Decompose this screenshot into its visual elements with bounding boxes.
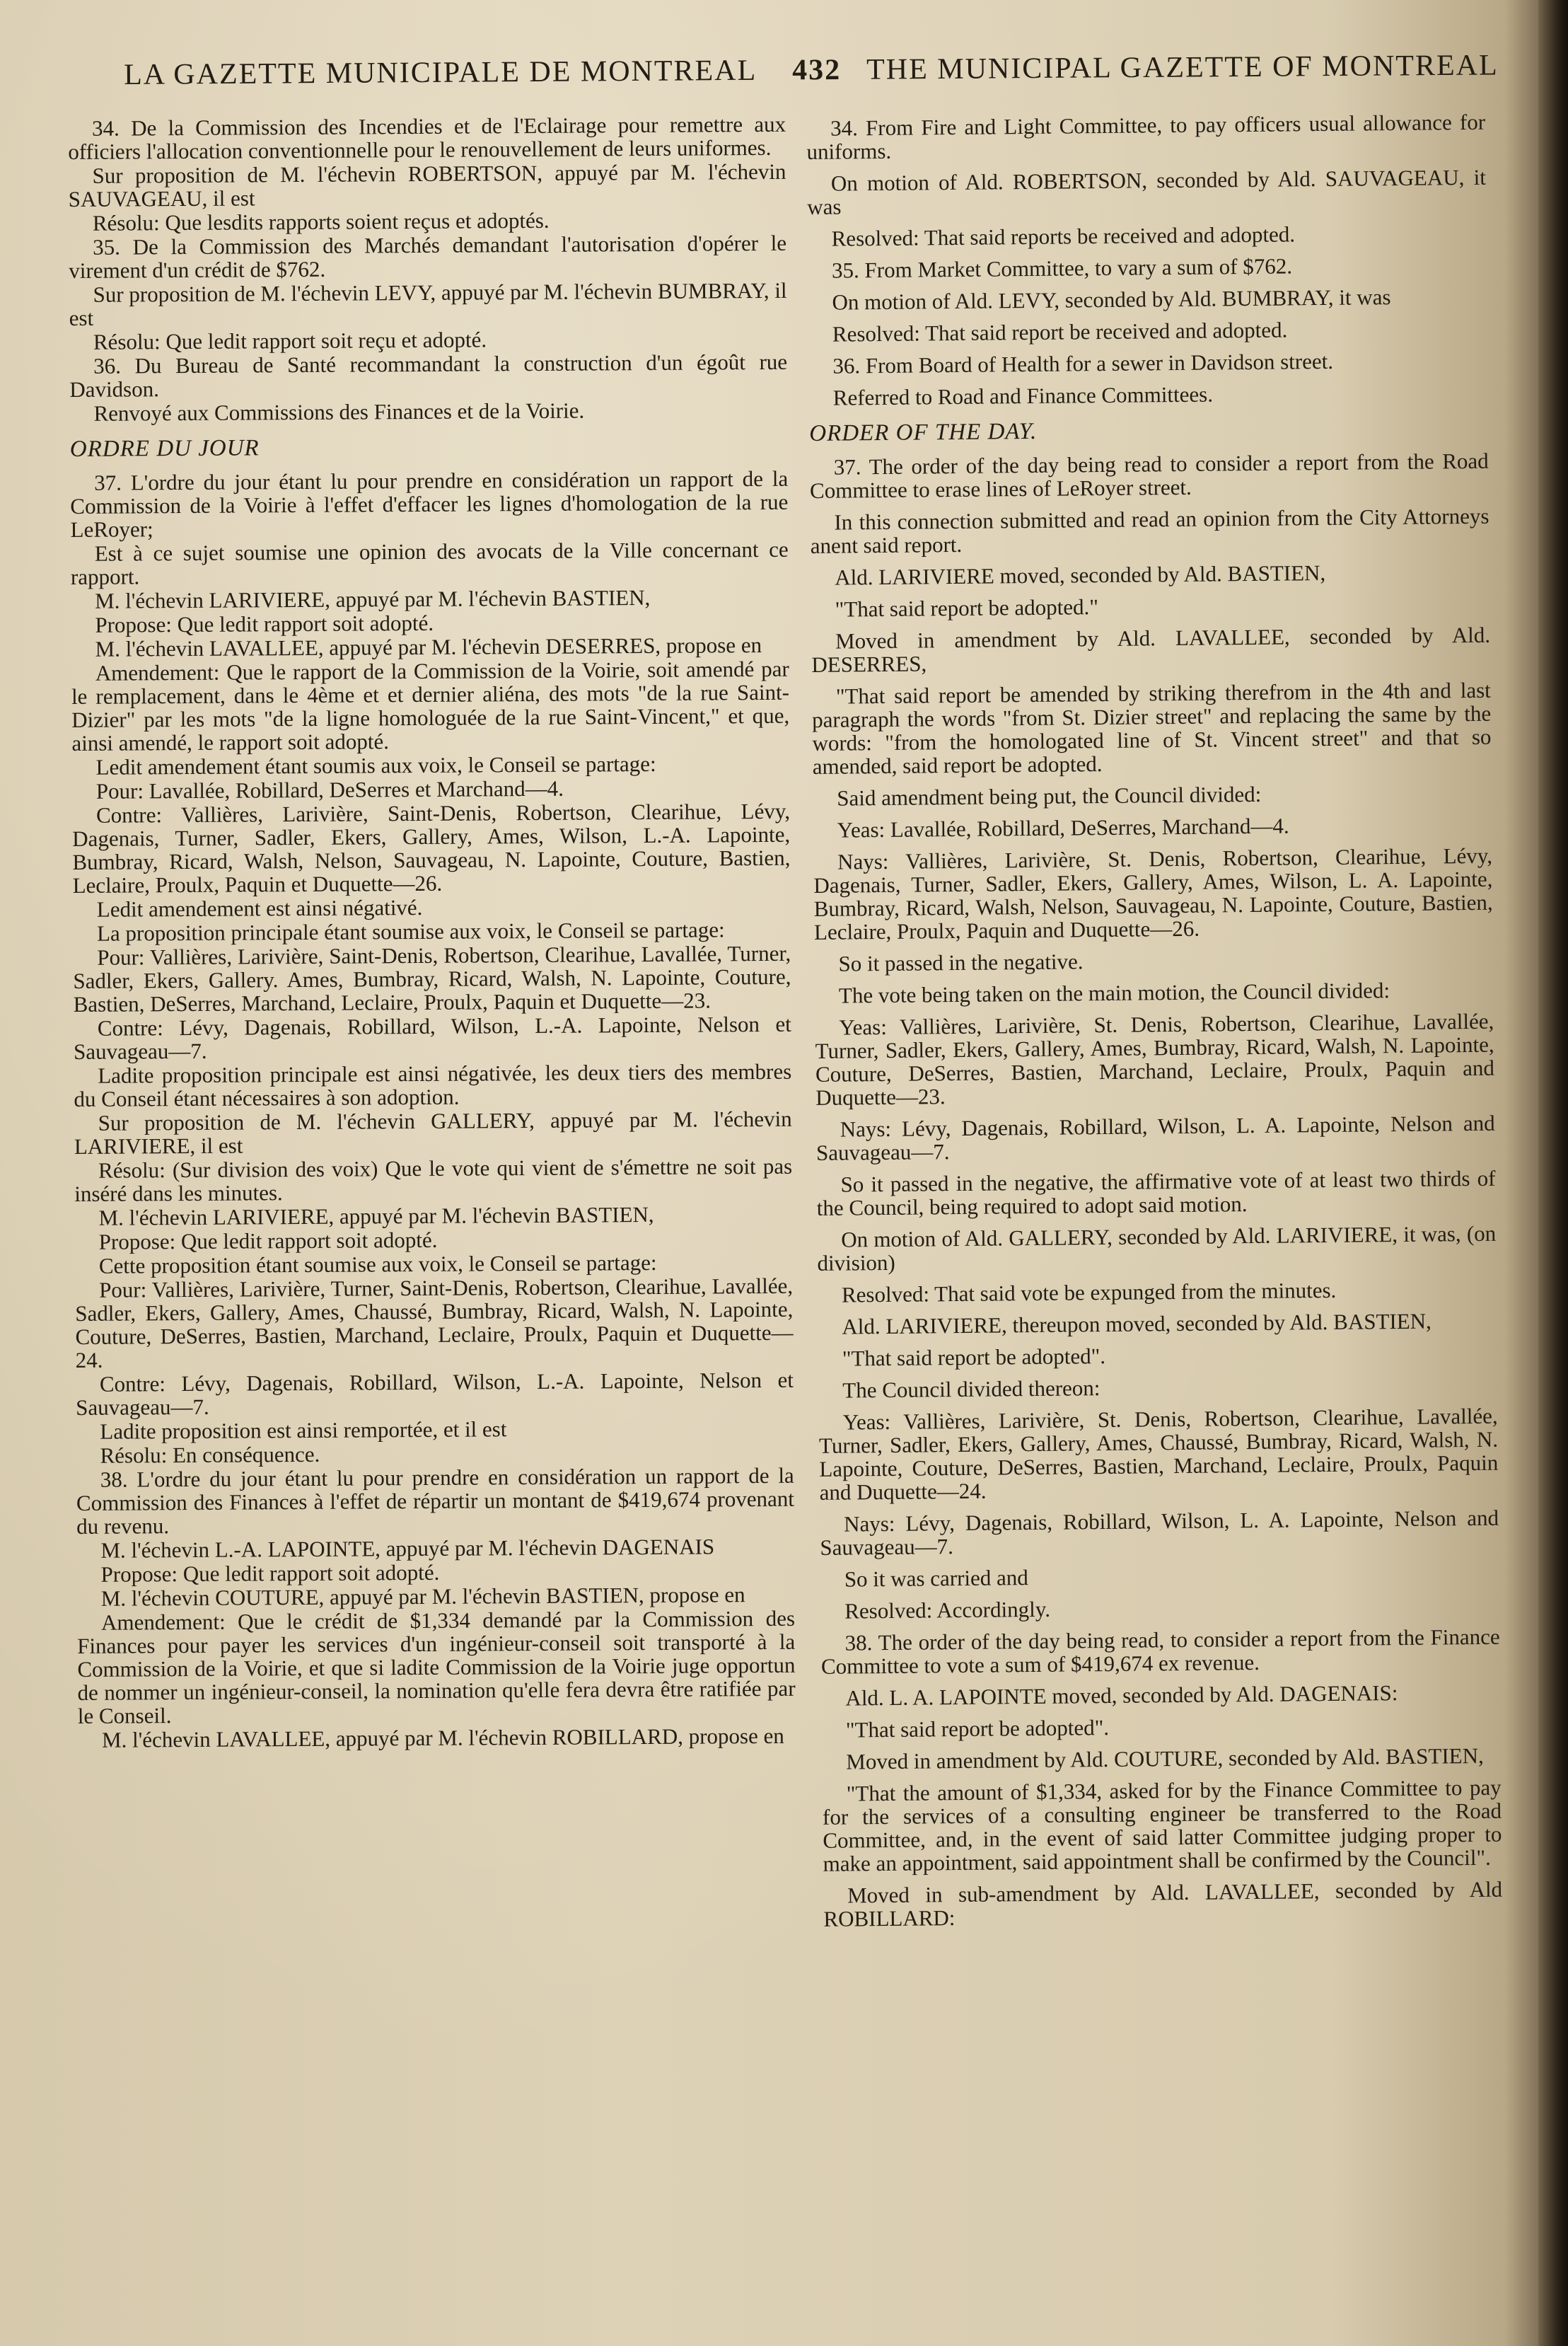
paragraph: In this connection submitted and read an opinion from the City Attorneys anent said report. <box>810 503 1489 558</box>
paragraph: Nays: Lévy, Dagenais, Robillard, Wilson, L. A. Lapointe, Nelson and Sauvageau—7. <box>820 1505 1499 1560</box>
paragraph: Moved in sub-amendment by Ald. LAVALLEE, seconded by Ald ROBILLARD: <box>823 1876 1503 1931</box>
paragraph: Yeas: Vallières, Larivière, St. Denis, Robertson, Clearihue, Lavallée, Turner, Sadler, Ekers, Gallery, Ames, Bumbray, Ricard, Walsh, N. Lapointe, Couture, DeSerres, Bastien, Marchand, Leclaire, Proulx, Paquin and Duquette—23. <box>815 1008 1495 1110</box>
paragraph: M. l'échevin COUTURE, appuyé par M. l'échevin BASTIEN, propose en <box>100 1582 745 1611</box>
paragraph: Résolu: En conséquence. <box>100 1441 320 1468</box>
english-column <box>806 110 1503 1939</box>
paragraph: 36. Du Bureau de Santé recommandant la construction d'un égoût rue Davidson. <box>69 349 788 402</box>
paragraph: M. l'échevin LAVALLEE, appuyé par M. l'échevin ROBILLARD, propose en <box>101 1723 784 1752</box>
page-header <box>124 49 1499 108</box>
paragraph: Nays: Lévy, Dagenais, Robillard, Wilson, L. A. Lapointe, Nelson and Sauvageau—7. <box>815 1110 1495 1165</box>
paragraph: Propose: Que ledit rapport soit adopté. <box>100 1559 440 1587</box>
paragraph: 36. From Board of Health for a sewer in Davidson street. <box>832 348 1334 379</box>
paragraph: Ladite proposition principale est ainsi négativée, les deux tiers des membres du Conseil étant nécessaires à son adoption. <box>74 1058 792 1111</box>
paragraph: Propose: Que ledit rapport soit adopté. <box>95 610 434 637</box>
french-column <box>68 112 796 1752</box>
paragraph: Résolu: (Sur division des voix) Que le vote qui vient de s'émettre ne soit pas inséré dans les minutes. <box>74 1153 793 1206</box>
paragraph: 38. L'ordre du jour étant lu pour prendre en considération un rapport de la Commission des Finances à l'effet de répartir un montant de $419,674 provenant du revenu. <box>76 1462 795 1539</box>
paragraph: "That the amount of $1,334, asked for by the Finance Committee to pay for the services of a consulting engineer be transferred to the Road Committee, and, in the event of said latter Committee judging proper to make an appointment, said appointment shall be confirmed by the Council". <box>822 1774 1502 1876</box>
paragraph: On motion of Ald. GALLERY, seconded by Ald. LARIVIERE, it was, (on division) <box>817 1220 1497 1276</box>
paragraph: Cette proposition étant soumise aux voix, le Conseil se partage: <box>98 1249 657 1278</box>
paragraph: M. l'échevin LARIVIERE, appuyé par M. l'échevin BASTIEN, <box>95 584 651 613</box>
paragraph: "That said report be amended by striking therefrom in the 4th and last paragraph the words "from St. Dizier street" and replacing the same by the words: "from the homologated line of St. Vincent street" and that so amended, said report be adopted. <box>812 677 1492 779</box>
paragraph: Yeas: Vallières, Larivière, St. Denis, Robertson, Clearihue, Lavallée, Turner, Sadler, Ekers, Gallery, Ames, Chaussé, Bumbray, Ricard, Walsh, N. Lapointe, Couture, DeSerres, Bastien, Marchand, Leclaire, Proulx, Paquin and Duquette—24. <box>818 1403 1499 1505</box>
paragraph: So it was carried and <box>844 1565 1028 1592</box>
paragraph: On motion of Ald. ROBERTSON, seconded by Ald. SAUVAGEAU, it was <box>807 164 1487 219</box>
paragraph: The Council divided thereon: <box>842 1375 1100 1403</box>
paragraph: 38. The order of the day being read, to consider a report from the Finance Committee to vote a sum of $419,674 ex revenue. <box>820 1624 1500 1679</box>
paragraph: Ald. LARIVIERE moved, seconded by Ald. BASTIEN, <box>835 560 1326 590</box>
paragraph: Propose: Que ledit rapport soit adopté. <box>98 1227 438 1254</box>
paragraph: Résolu: Que lesdits rapports soient reçus et adoptés. <box>92 207 550 236</box>
paragraph: Sur proposition de M. l'échevin ROBERTSON, appuyé par M. l'échevin SAUVAGEAU, il est <box>68 158 786 212</box>
paragraph: 35. From Market Committee, to vary a sum of $762. <box>831 253 1293 283</box>
paragraph: M. l'échevin L.-A. LAPOINTE, appuyé par M. l'échevin DAGENAIS <box>100 1534 715 1563</box>
paragraph: Yeas: Lavallée, Robillard, DeSerres, Marchand—4. <box>837 813 1289 843</box>
paragraph: M. l'échevin LARIVIERE, appuyé par M. l'échevin BASTIEN, <box>98 1201 654 1230</box>
paragraph: "That said report be adopted". <box>842 1344 1106 1371</box>
paragraph: 37. The order of the day being read to consider a report from the Road Committee to erase lines of LeRoyer street. <box>809 448 1489 503</box>
paragraph: Est à ce sujet soumise une opinion des avocats de la Ville concernant ce rapport. <box>70 536 789 589</box>
paragraph: Ledit amendement étant soumis aux voix, le Conseil se partage: <box>95 751 656 780</box>
paragraph: Moved in amendment by Ald. LAVALLEE, seconded by Ald. DESERRES, <box>811 622 1491 677</box>
header-english-title: THE MUNICIPAL GAZETTE OF MONTREAL <box>866 49 1499 86</box>
paragraph: Contre: Lévy, Dagenais, Robillard, Wilson, L.-A. Lapointe, Nelson et Sauvageau—7. <box>76 1367 794 1420</box>
paragraph: Renvoyé aux Commissions des Finances et de la Voirie. <box>93 398 585 426</box>
paragraph: Nays: Vallières, Larivière, St. Denis, Robertson, Clearihue, Lévy, Dagenais, Turner, Sadler, Ekers, Gallery, Ames, Wilson, L. A. Lapointe, Bumbray, Ricard, Walsh, Nelson, Sauvageau, N. Lapointe, Couture, Bastien, Leclaire, Proulx, Paquin and Duquette—26. <box>813 843 1493 944</box>
paragraph: Referred to Road and Finance Committees. <box>832 381 1214 410</box>
paragraph: Amendement: Que le crédit de $1,334 demandé par la Commission des Finances pour payer les services d'un ingénieur-conseil soit transporté à la Commission de la Voirie, et que si ladite Commission de la Voirie juge opportun de nommer un ingénieur-conseil, la nomination qu'elle fera devra être ratifiée par le Conseil. <box>77 1605 796 1728</box>
paragraph: Ledit amendement est ainsi négativé. <box>96 894 423 922</box>
paragraph: Ald. LARIVIERE, thereupon moved, seconded by Ald. BASTIEN, <box>842 1308 1431 1339</box>
paragraph: Contre: Lévy, Dagenais, Robillard, Wilson, L.-A. Lapointe, Nelson et Sauvageau—7. <box>73 1011 791 1064</box>
page-number: 432 <box>791 53 842 87</box>
paragraph: Contre: Vallières, Larivière, Saint-Denis, Robertson, Clearihue, Lévy, Dagenais, Turner, Sadler, Ekers, Gallery, Ames, Wilson, L.-A. Lapointe, Bumbray, Ricard, Walsh, Nelson, Sauvageau, N. Lapointe, Couture, Bastien, Leclaire, Proulx, Paquin et Duquette—26. <box>72 798 791 898</box>
paragraph: "That said report be adopted." <box>835 594 1099 622</box>
header-french-title: LA GAZETTE MUNICIPALE DE MONTREAL <box>124 54 757 91</box>
paragraph: La proposition principale étant soumise aux voix, le Conseil se partage: <box>96 917 725 946</box>
paragraph: Said amendment being put, the Council divided: <box>837 781 1262 811</box>
paragraph: So it passed in the negative. <box>838 949 1084 976</box>
paragraph: Sur proposition de M. l'échevin GALLERY, appuyé par M. l'échevin LARIVIERE, il est <box>74 1106 792 1159</box>
paragraph: 35. De la Commission des Marchés demandant l'autorisation d'opérer le virement d'un crédit de $762. <box>69 230 787 283</box>
paragraph: Resolved: That said vote be expunged from the minutes. <box>841 1277 1337 1307</box>
paragraph: Ladite proposition est ainsi remportée, et il est <box>100 1416 507 1444</box>
paragraph: Resolved: That said report be received and adopted. <box>832 317 1288 347</box>
paragraph: M. l'échevin LAVALLEE, appuyé par M. l'échevin DESERRES, propose en <box>95 632 762 661</box>
paragraph: Résolu: Que ledit rapport soit reçu et adopté. <box>93 327 487 354</box>
paragraph: Pour: Lavallée, Robillard, DeSerres et Marchand—4. <box>95 775 564 804</box>
paragraph: Pour: Vallières, Larivière, Turner, Saint-Denis, Robertson, Clearihue, Lavallée, Sadler, Ekers, Gallery, Ames, Chaussé, Bumbray, Ricard, Walsh, N. Lapointe, Couture, DeSerres, Bastien, Marchand, Leclaire, Proulx, Paquin et Duquette—24. <box>75 1273 794 1373</box>
paragraph: "That said report be adopted". <box>845 1714 1110 1743</box>
paragraph: Ald. L. A. LAPOINTE moved, seconded by Ald. DAGENAIS: <box>845 1680 1398 1711</box>
paragraph: So it passed in the negative, the affirmative vote of at least two thirds of the Council, being required to adopt said motion. <box>816 1165 1496 1220</box>
paragraph: 37. L'ordre du jour étant lu pour prendre en considération un rapport de la Commission de la Voirie à l'effet d'effacer les lignes d'homologation de la rue LeRoyer; <box>70 466 789 542</box>
section-heading: ORDER OF THE DAY. <box>809 418 1038 446</box>
book-gutter-shadow <box>1538 0 1568 2346</box>
paragraph: 34. From Fire and Light Committee, to pay officers usual allowance for uniforms. <box>806 109 1486 164</box>
paragraph: Resolved: That said reports be received and adopted. <box>831 221 1296 251</box>
section-heading: ORDRE DU JOUR <box>69 435 260 462</box>
paragraph: Moved in amendment by Ald. COUTURE, seconded by Ald. BASTIEN, <box>846 1743 1484 1774</box>
paragraph: Sur proposition de M. l'échevin LEVY, appuyé par M. l'échevin BUMBRAY, il est <box>69 277 787 330</box>
paragraph: Pour: Vallières, Larivière, Saint-Denis, Robertson, Clearihue, Lavallée, Turner, Sadler, Ekers, Gallery. Ames, Bumbray, Ricard, Walsh, N. Lapointe, Couture, Bastien, DeSerres, Marchand, Leclaire, Proulx, Paquin et Duquette—23. <box>73 940 791 1017</box>
paragraph: Amendement: Que le rapport de la Commission de la Voirie, soit amendé par le remplacement, dans le 4ème et et dernier aliéna, des mots "de la rue Saint-Dizier" par les mots "de la ligne homologuée de la rue Saint-Vincent," et que, ainsi amendé, le rapport soit adopté. <box>71 656 790 756</box>
paragraph: Resolved: Accordingly. <box>844 1596 1051 1624</box>
paragraph: 34. De la Commission des Incendies et de l'Eclairage pour remettre aux officiers l'allocation conventionnelle pour le renouvellement de leurs uniformes. <box>68 111 786 164</box>
paragraph: On motion of Ald. LEVY, seconded by Ald. BUMBRAY, it was <box>832 284 1391 315</box>
paragraph: The vote being taken on the main motion, the Council divided: <box>838 978 1390 1008</box>
